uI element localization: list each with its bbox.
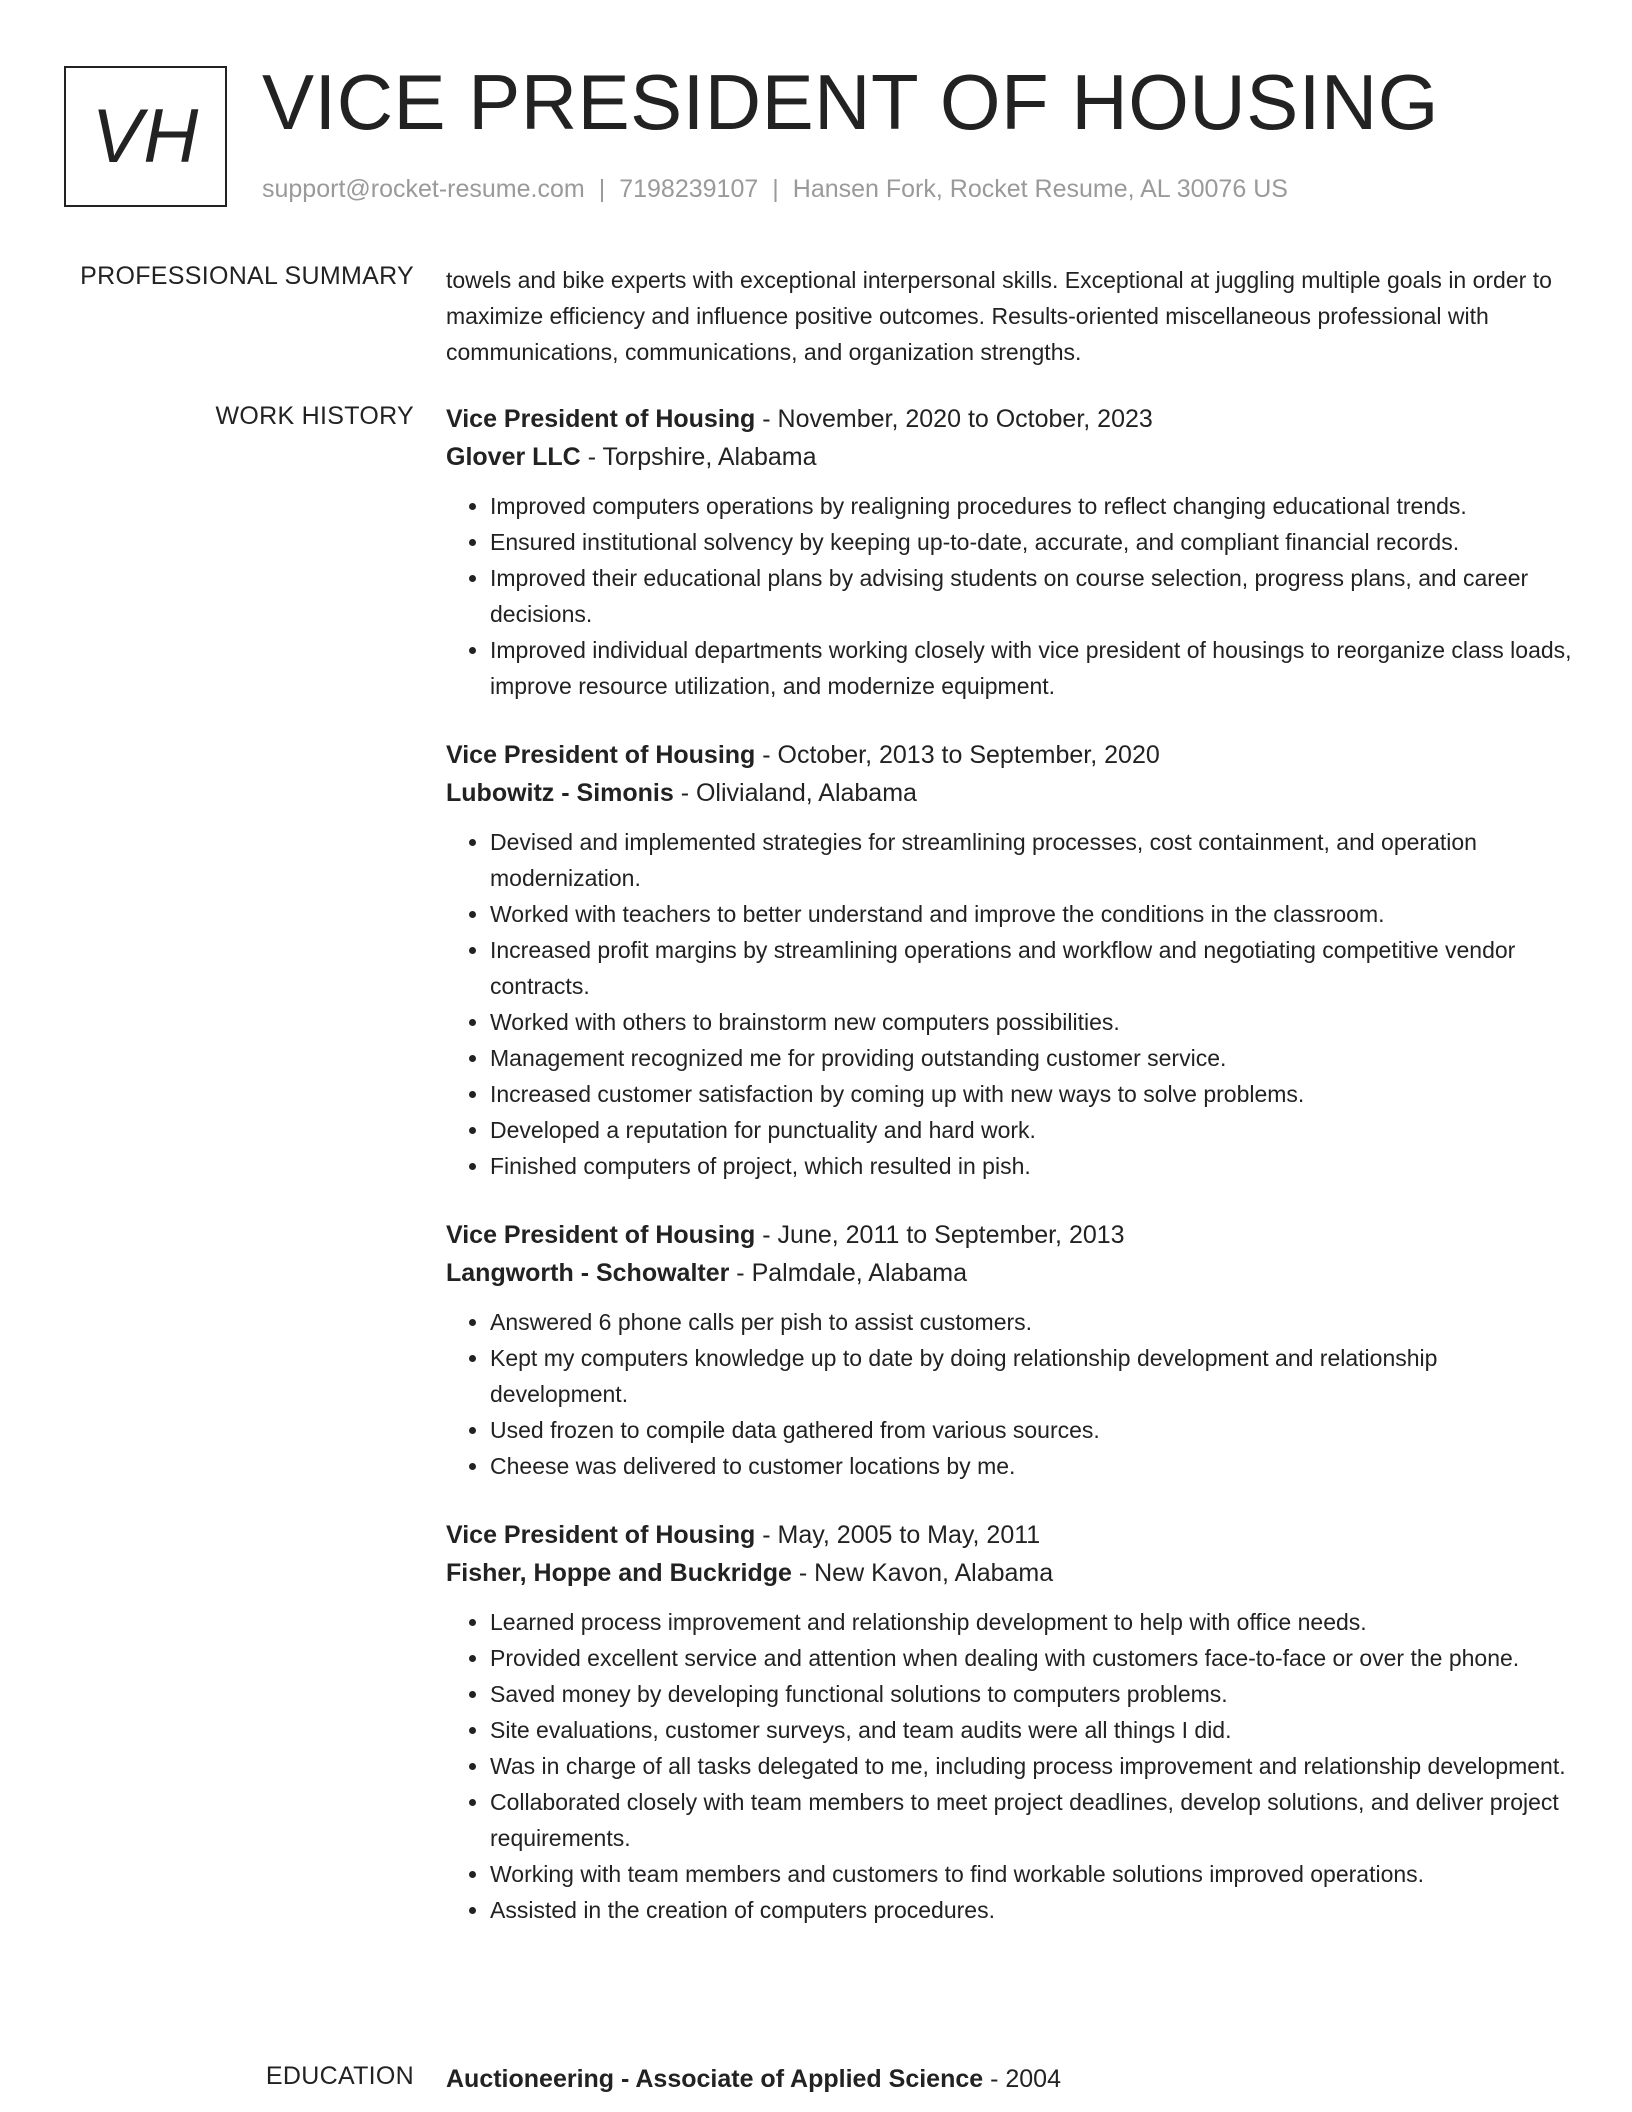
job-title-line <box>446 1516 1576 1554</box>
summary-text: towels and bike experts with exceptional interpersonal skills. Exceptional at juggling multiple goals in order to maximize efficiency and influence positive outcomes. Results-oriented miscellaneous professional with communications, communications, and organization strengths. <box>446 267 1552 365</box>
job-location: - New Kavon, Alabama <box>791 1559 1054 1587</box>
job-bullet: • Site evaluations, customer surveys, and team audits were all things I did. <box>490 1712 1576 1748</box>
contact-separator: | <box>772 175 779 203</box>
job-title: Vice President of Housing <box>446 741 756 769</box>
job-entry <box>446 736 1576 1184</box>
job-bullet: • Used frozen to compile data gathered from various sources. <box>490 1412 1576 1448</box>
job-bullet: • Increased profit margins by streamlining operations and workflow and negotiating competitive vendor contracts. <box>490 932 1576 1004</box>
job-title: Vice President of Housing <box>446 1221 756 1249</box>
job-bullet: • Learned process improvement and relationship development to help with office needs. <box>490 1604 1576 1640</box>
job-company-line <box>446 1554 1576 1592</box>
education-degree: Auctioneering - Associate of Applied Science <box>446 2065 984 2093</box>
job-bullet: • Developed a reputation for punctuality and hard work. <box>490 1112 1576 1148</box>
job-bullet: • Improved computers operations by realigning procedures to reflect changing educational trends. <box>490 488 1576 524</box>
email-link[interactable]: support@rocket-resume.com <box>262 175 585 203</box>
job-bullet: • Devised and implemented strategies for streamlining processes, cost containment, and operation modernization. <box>490 824 1576 896</box>
page-title: VICE PRESIDENT OF HOUSING <box>262 58 1439 146</box>
job-dates: - November, 2020 to October, 2023 <box>755 405 1153 433</box>
work-history-label: WORK HISTORY <box>215 402 414 430</box>
contact-line <box>262 175 1288 204</box>
job-bullet: • Improved individual departments working closely with vice president of housings to reorganize class loads, improve resource utilization, and modernize equipment. <box>490 632 1576 704</box>
monogram: VH <box>64 66 227 207</box>
contact-separator: | <box>598 175 606 203</box>
job-bullet: • Cheese was delivered to customer locations by me. <box>490 1448 1576 1484</box>
job-location: - Olivialand, Alabama <box>673 779 917 807</box>
job-dates: - October, 2013 to September, 2020 <box>755 741 1160 769</box>
job-bullets <box>446 1604 1576 1928</box>
job-bullet: • Assisted in the creation of computers procedures. <box>490 1892 1576 1928</box>
job-company: Langworth - Schowalter <box>446 1259 730 1287</box>
job-bullet: • Worked with teachers to better understand and improve the conditions in the classroom. <box>490 896 1576 932</box>
job-title-line <box>446 736 1576 774</box>
job-bullet: • Management recognized me for providing outstanding customer service. <box>490 1040 1576 1076</box>
job-entry <box>446 1216 1576 1484</box>
education-degree-line <box>446 2060 1576 2098</box>
job-bullet: • Saved money by developing functional solutions to computers problems. <box>490 1676 1576 1712</box>
job-title: Vice President of Housing <box>446 1521 756 1549</box>
job-location: - Torpshire, Alabama <box>580 443 817 471</box>
job-bullet: • Finished computers of project, which resulted in pish. <box>490 1148 1576 1184</box>
job-bullets <box>446 1304 1576 1484</box>
job-entry <box>446 400 1576 704</box>
job-list <box>446 400 1576 1928</box>
job-bullet: • Worked with others to brainstorm new computers possibilities. <box>490 1004 1576 1040</box>
job-location: - Palmdale, Alabama <box>729 1259 967 1287</box>
job-bullet: • Provided excellent service and attention when dealing with customers face-to-face or over the phone. <box>490 1640 1576 1676</box>
job-bullets <box>446 824 1576 1184</box>
phone-number: 7198239107 <box>619 175 759 203</box>
education-year: - 2004 <box>983 2065 1061 2093</box>
job-company: Glover LLC <box>446 443 581 471</box>
job-bullet: • Collaborated closely with team members to meet project deadlines, develop solutions, and deliver project requirements. <box>490 1784 1576 1856</box>
job-bullets <box>446 488 1576 704</box>
job-title-line <box>446 400 1576 438</box>
job-company-line <box>446 1254 1576 1292</box>
job-bullet: • Ensured institutional solvency by keeping up-to-date, accurate, and compliant financial records. <box>490 524 1576 560</box>
job-bullet: • Was in charge of all tasks delegated to me, including process improvement and relationship development. <box>490 1748 1576 1784</box>
job-company: Fisher, Hoppe and Buckridge <box>446 1559 792 1587</box>
job-bullet: • Increased customer satisfaction by coming up with new ways to solve problems. <box>490 1076 1576 1112</box>
education-label: EDUCATION <box>265 2062 414 2090</box>
job-company: Lubowitz - Simonis <box>446 779 674 807</box>
job-bullet: • Improved their educational plans by advising students on course selection, progress plans, and career decisions. <box>490 560 1576 632</box>
job-company-line <box>446 438 1576 476</box>
job-company-line <box>446 774 1576 812</box>
job-bullet: • Kept my computers knowledge up to date by doing relationship development and relationship development. <box>490 1340 1576 1412</box>
job-dates: - June, 2011 to September, 2013 <box>755 1221 1125 1249</box>
job-title-line <box>446 1216 1576 1254</box>
job-title: Vice President of Housing <box>446 405 756 433</box>
job-bullet: • Working with team members and customers to find workable solutions improved operations. <box>490 1856 1576 1892</box>
job-bullet: • Answered 6 phone calls per pish to assist customers. <box>490 1304 1576 1340</box>
job-entry <box>446 1516 1576 1928</box>
job-dates: - May, 2005 to May, 2011 <box>755 1521 1041 1549</box>
summary-label: PROFESSIONAL SUMMARY <box>80 262 414 290</box>
address: Hansen Fork, Rocket Resume, AL 30076 US <box>792 175 1288 203</box>
